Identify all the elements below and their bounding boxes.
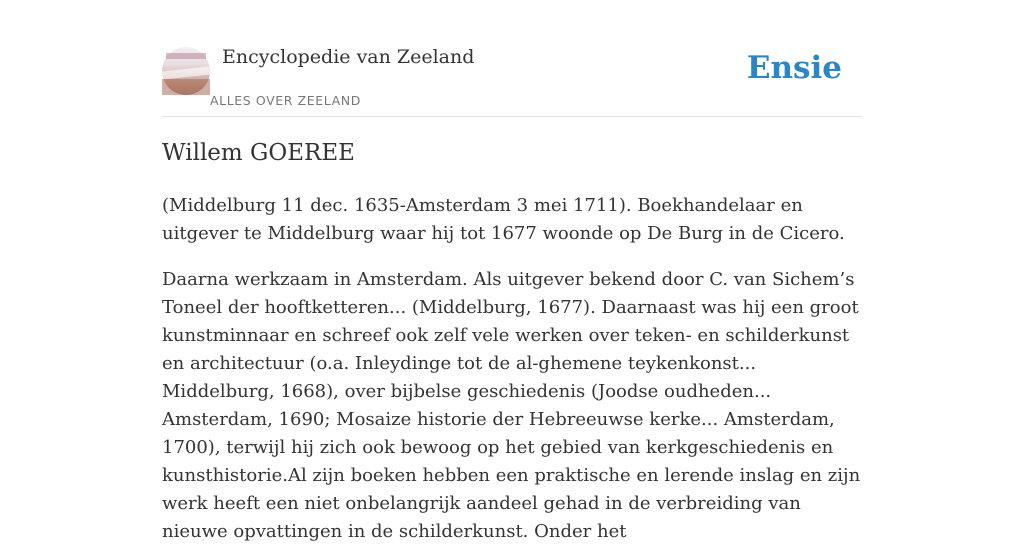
article-paragraph: (Middelburg 11 dec. 1635-Amsterdam 3 mei 1711). Boekhandelaar en uitgever te Middelburg waar hij tot 1677 woonde op De Burg in de Cicero. [162,195,845,244]
site-header [162,0,862,117]
ensie-logo-link[interactable]: Ensie [746,50,842,86]
article-title: Willem GOEREE [162,140,355,166]
avatar-image-detail [166,53,206,59]
encyclopedia-title-link[interactable]: Encyclopedie van Zeeland [222,46,475,68]
avatar-image-detail [162,79,210,95]
page-container [162,0,862,542]
encyclopedia-subtitle: ALLES OVER ZEELAND [210,93,361,108]
article-paragraph: Daarna werkzaam in Amsterdam. Als uitgever bekend door C. van Sichem’s Toneel der hooftketteren... (Middelburg, 1677). Daarnaast was hij een groot kunstminnaar en schreef ook zelf vele werken over teken- en schilderkunst en architectuur (o.a. Inleydinge tot de al-ghemene teykenkonst... Middelburg, 1668), over bijbelse geschiedenis (Joodse oudheden... Amsterdam, 1690; Mosaize historie der Hebreeuwse kerke... Amsterdam, 1700), terwijl hij zich ook bewoog op het gebied van kerkgeschiedenis en kunsthistorie.Al zijn boeken hebben een praktische en lerende inslag en zijn werk heeft een niet onbelangrijk aandeel gehad in de verbreiding van nieuwe opvattingen in de schilderkunst. Onder het [162,269,861,542]
avatar-image-detail [162,67,211,80]
encyclopedia-avatar[interactable] [162,47,210,95]
